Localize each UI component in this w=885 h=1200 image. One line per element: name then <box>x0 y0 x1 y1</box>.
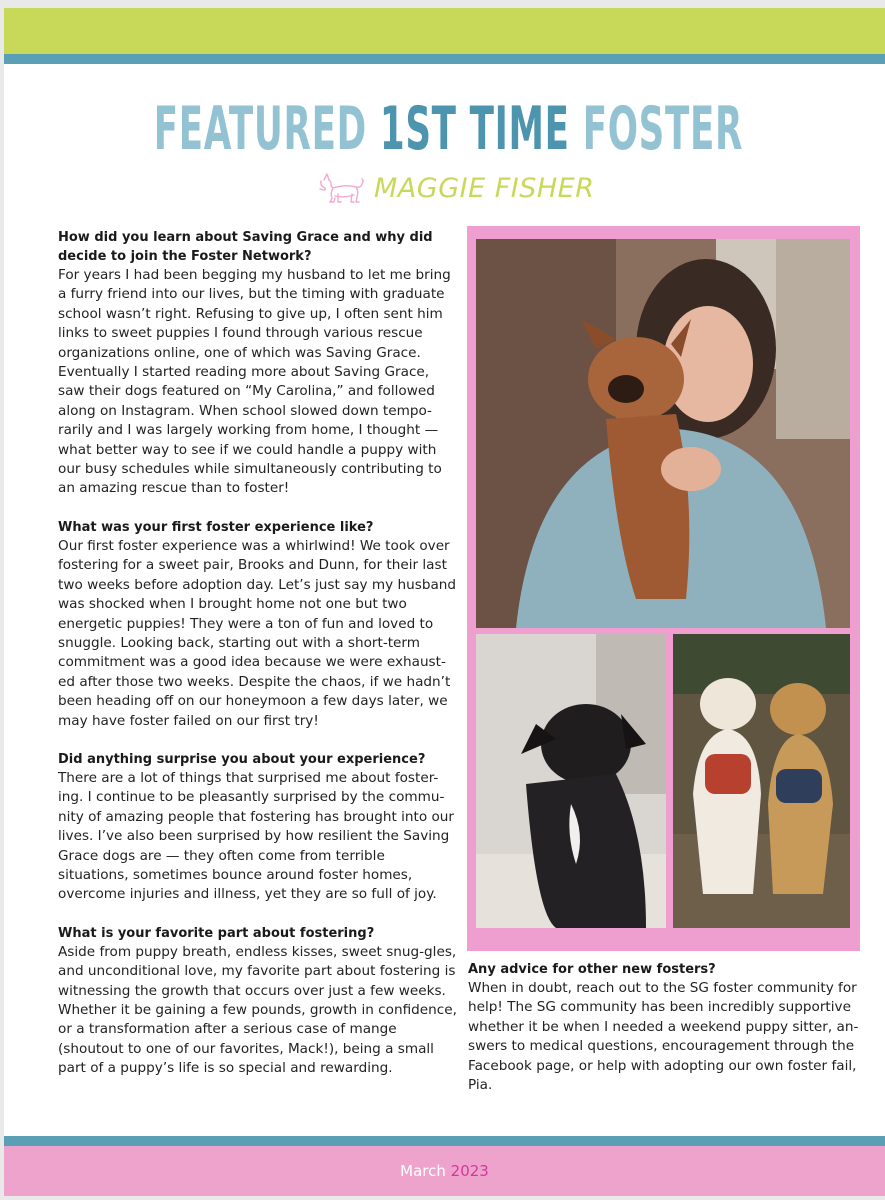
interview-left-column <box>58 228 458 1098</box>
photo-two-dogs <box>673 634 850 928</box>
question: What was your first foster experience like? <box>58 519 374 535</box>
qa-block <box>58 924 458 1079</box>
answer: Our first foster experience was a whirlwind! We took over fostering for a sweet pair, Brooks and Dunn, for their last two weeks before adoption day. Let’s just say my husband was shocked when I brought home not one but two energetic puppies! They were a ton of fun and loved to snuggle. Looking back, starting out with a short-term commitment was a good idea because we were exhaust-ed after those two weeks. Despite the chaos, if we hadn’t been heading off on our honeymoon a few days later, we may have foster failed on our first try! <box>58 537 457 729</box>
qa-block <box>58 750 458 905</box>
title-foster: FOSTER <box>569 94 744 164</box>
magazine-page <box>4 8 885 1196</box>
byline <box>316 168 594 208</box>
qa-block <box>58 228 458 499</box>
question: What is your favorite part about fostering? <box>58 925 375 941</box>
photo-black-puppy <box>476 634 666 928</box>
photo-collage <box>467 226 860 951</box>
bottom-blue-stripe <box>4 1136 885 1146</box>
page-title <box>153 84 744 174</box>
footer-month: March <box>400 1162 446 1180</box>
interview-right-column <box>468 960 868 1114</box>
answer: When in doubt, reach out to the SG foster community for help! The SG community has been incredibly supportive whether it be when I needed a weekend puppy sitter, an-swers to medical questions, encouragement through the Facebook page, or help with adopting our own foster fail, Pia. <box>468 980 859 1094</box>
question: How did you learn about Saving Grace and why did decide to join the Foster Network? <box>58 230 433 264</box>
question: Any advice for other new fosters? <box>468 962 716 977</box>
photo-maggie-with-puppy <box>476 239 850 628</box>
footer <box>4 1146 885 1196</box>
foster-name: MAGGIE FISHER <box>374 172 595 204</box>
answer: Aside from puppy breath, endless kisses, sweet snug-gles, and unconditional love, my favorite part about fostering is witnessing the growth that occurs over just a few weeks. Whether it be gaining a few pounds, growth in confidence, or a transformation after a serious case of mange (shoutout to one of our favorites, Mack!), being a small part of a puppy’s life is so special and rewarding. <box>58 943 457 1077</box>
qa-block <box>58 518 458 731</box>
footer-date <box>400 1162 489 1180</box>
footer-year: 2023 <box>450 1162 489 1180</box>
top-green-band <box>4 8 885 54</box>
answer: There are a lot of things that surprised me about foster-ing. I continue to be pleasantly surprised by the commu-nity of amazing people that fostering has brought into our lives. I’ve also been surprised by how resilient the Saving Grace dogs are — they often come from terrible situations, sometimes bounce around foster homes, overcome injuries and illness, yet they are so full of joy. <box>58 769 455 903</box>
question: Did anything surprise you about your experience? <box>58 751 426 767</box>
title-featured: FEATURED <box>153 94 380 164</box>
dog-outline-icon <box>316 170 366 206</box>
top-blue-stripe <box>4 54 885 64</box>
title-1st-time: 1ST TIME <box>379 94 570 164</box>
qa-block <box>468 960 868 1095</box>
answer: For years I had been begging my husband to let me bring a furry friend into our lives, but the timing with graduate school wasn’t right. Refusing to give up, I often sent him links to sweet puppies I found through various rescue organizations online, one of which was Saving Grace. Eventually I started reading more about Saving Grace, saw their dogs featured on “My Carolina,” and followed along on Instagram. When school slowed down tempo-rarily and I was largely working from home, I thought — what better way to see if we could handle a puppy with our busy schedules while simultaneously contributing to an amazing rescue than to foster! <box>58 267 451 497</box>
